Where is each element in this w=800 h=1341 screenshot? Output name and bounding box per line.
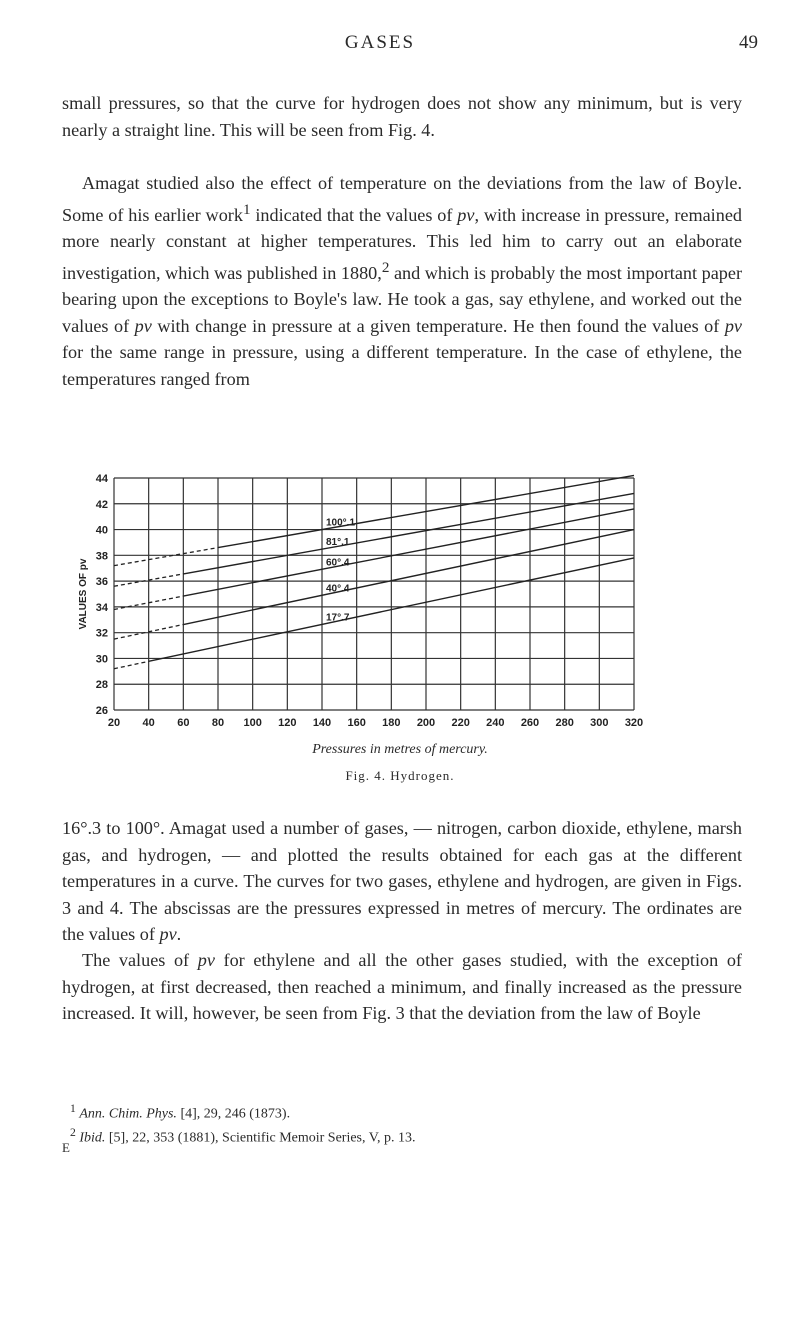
x-tick-label: 40 [142,717,155,729]
y-tick-label: 28 [95,679,108,692]
y-axis-label: VALUES OF pv [78,558,89,630]
paragraph-1-text: small pressures, so that the curve for hydrogen does not show any minimum, but is very nearly a straight line. This will be seen from Fig. 4. [62,93,742,140]
footnote-ref-2[interactable]: 2 [381,258,390,276]
p3-text-a: 16°.3 to 100°. Amagat used a number of gases, — nitrogen, carbon dioxide, ethylene, marsh gas, and hydrogen, — and plotted the results obtained for each gas at the different temperatures in a curve. The curves for two gases, ethylene and hydrogen, are given in Figs. 3 and 4. The abscissas are the pressures expressed in metres of mercury. The ordinates are the values of [62,818,742,944]
series-label: 60°.4 [326,557,350,569]
p2-text-f: for the same range in pressure, using a different temperature. In the case of ethylene, the temperatures ranged from [62,342,742,389]
paragraph-3 [62,815,742,948]
pv-term: pv [457,204,475,225]
x-tick-label: 60 [177,717,190,729]
signature-mark: E [62,1140,70,1155]
series-label: 40°.4 [326,583,350,595]
y-tick-label: 44 [95,473,108,485]
series-line-dashed [114,548,218,566]
y-tick-label: 40 [95,524,108,537]
x-tick-label: 20 [107,717,121,729]
footnote-1 [70,1100,742,1124]
running-header: GASES [344,32,416,53]
series-line-dashed [114,661,149,668]
paragraph-1 [62,90,742,143]
chart-svg [62,470,702,740]
footnote-2 [70,1124,742,1148]
x-tick-label: 200 [416,717,436,729]
x-tick-label: 120 [278,717,297,729]
paragraph-4 [62,947,742,1027]
pv-term: pv [134,315,152,336]
x-tick-label: 160 [347,717,366,729]
footnotes [62,1100,742,1147]
pv-term: pv [197,950,215,970]
series-line [183,509,634,596]
figure-caption: Fig. 4. Hydrogen. [345,768,455,783]
x-tick-label: 80 [211,717,225,729]
x-tick-label: 300 [590,717,609,729]
x-tick-label: 140 [312,717,332,729]
footnote-mark: 2 [70,1125,76,1139]
x-tick-label: 220 [451,717,470,729]
series-label: 100°.1 [326,517,356,529]
y-tick-label: 42 [95,498,108,511]
p2-text-b: indicated that the values of [250,204,458,225]
footnote-ref-1[interactable]: 1 [242,200,251,218]
footnote-journal: Ibid. [79,1130,106,1146]
y-tick-label: 32 [95,627,108,640]
x-axis-caption: Pressures in metres of mercury. [312,742,488,757]
pv-term: pv [159,924,177,944]
footnote-journal: Ann. Chim. Phys. [79,1106,177,1122]
y-tick-label: 26 [95,705,108,717]
p2-text-e: with change in pressure at a given temperature. He then found the values of [151,315,725,336]
pv-term: pv [724,315,742,336]
y-tick-label: 38 [95,550,108,563]
y-tick-label: 36 [95,576,108,589]
x-tick-label: 180 [382,717,401,729]
x-tick-label: 320 [624,717,644,729]
series-line [183,530,634,625]
footnote-citation: [4], 29, 246 (1873). [176,1106,291,1122]
paragraph-2 [62,170,742,392]
page-number: 49 [739,32,758,53]
p2-text-c: , with increase in pressure, remained more nearly constant at higher temperatures. This led him to carry out an elaborate investigation, which was published in 1880, [62,204,742,283]
series-line [183,493,634,573]
x-tick-label: 280 [555,717,574,729]
x-tick-label: 100 [243,717,262,729]
p4-text-a: The values of [82,950,198,970]
y-tick-label: 30 [95,653,108,666]
footnote-citation: [5], 22, 353 (1881), Scientific Memoir Series, V, p. 13. [105,1130,416,1146]
p4-text-b: for ethylene and all the other gases studied, with the exception of hydrogen, at first decreased, then reached a minimum, and finally increased as the pressure increased. It will, however, be seen from Fig. 3 that the deviation from the law of Boyle [62,950,742,1023]
p2-text-a: Amagat studied also the effect of temperature on the deviations from the law of Boyle. Some of his earlier work [62,173,742,225]
y-tick-label: 34 [95,601,108,614]
p2-text-d: and which is probably the most important paper bearing upon the exceptions to Boyle's law. He took a gas, say ethylene, and worked out the values of [62,262,743,336]
series-label: 81°.1 [326,537,350,549]
p3-text-b: . [176,924,182,944]
figure-4-chart [62,470,702,730]
x-tick-label: 240 [486,717,505,729]
series-label: 17°.7 [326,612,350,624]
footnote-mark: 1 [70,1102,76,1115]
x-tick-label: 260 [520,717,540,729]
